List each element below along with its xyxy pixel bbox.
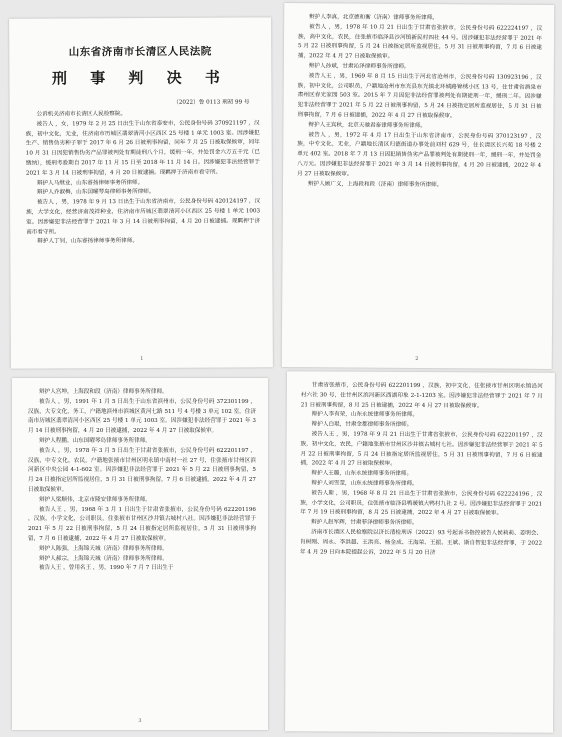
paragraph: 辩护人乔淑梅，山东国曜琴岛律师事务所律师。	[36, 189, 155, 196]
court-name: 山东省济南市长清区人民法院	[68, 45, 212, 59]
paragraph: 被告人王 ，男，1969 年 8 月 15 日出生于河北省沧州市，公民身份号码 130923196 ，汉族，初中文化，公司职员，户籍地沧州市东光县东光镇北环城路锦绣小区 13 号，住甘肃省酒泉市肃州区春光家园 503 室。2015 年 7 月因犯非法经营罪被判处有期徒刑一年，缓刑二年。因涉嫌犯非法经营罪于 2021 年 5 月 22 日被刑事拘留，5 月 24 日被指定居所监视居住，5 月 31 日被刑事拘留，7 月 6 日被逮捕，2022 年 4 月 27 日被取保候审。	[297, 73, 542, 120]
paragraph: 被告人 ，男，1978 年 10 月 21 日出生于甘肃省张掖市，公民身份号码 622224197 ，汉族，高中文化，农民，住张掖市临泽县沙河镇新民村四社 44 号。因涉嫌犯非法经营罪于 2021 年 5 月 22 日被刑事拘留，5 月 24 日被指定居所监视居住，5 月 31 日被刑事拘留，7 月 6 日被逮捕，2022 年 4 月 27 日被取保候审。	[297, 24, 543, 61]
paragraph: 辩护人李有荣，山东永统律师事务所律师。	[311, 411, 419, 419]
paragraph: 被告人斯 ，男，1968 年 8 月 21 日出生于甘肃省张掖市，公民身份号码 622224196 ，汉族，小学文化，公司职员，住张掖市临泽县鸭暖镇大鸭村九社 2 号。因涉嫌犯非法经营罪于 2021 年 7 月 19 日被刑事拘留，8 月 25 日被逮捕，2022 年 4 月 27 日被取保候审。	[300, 490, 543, 517]
paragraph: 辩护人白琨，甘肃金都律师事务所律师。	[311, 421, 413, 429]
paragraph: 辩护人马继业，山东睿扬律师事务所律师。	[36, 179, 144, 187]
paragraph: 被告人王 ，男，1968 年 3 月 1 日出生于甘肃省张掖市，公民身份号码 622201196 ，汉族，小学文化，公司职员，住张掖市甘州区沙井镇古城村八社。因涉嫌犯非法经营罪于 2021 年 5 月 22 日被刑事拘留，5 月 24 日被指定居所监视居住，5 月 31 日被刑事拘留，7 月 6 日被逮捕，2022 年 4 月 27 日被取保候审。	[28, 506, 256, 542]
paragraph: 被告人王 ，男，1978 年 9 月 21 日出生于甘肃省张掖市，公民身份号码 622201197 ，汉族，初中文化，农民，户籍地张掖市甘州区沙井镇古城村七社。因涉嫌犯非法经营罪于 2021 年 5 月 22 日被刑事拘留，5 月 24 日被指定居所监视居住，5 月 31 日被刑事拘留，7 月 6 日被逮捕，2022 年 4 月 27 日被取保候审。	[300, 431, 543, 468]
paragraph: 被告人 ，男，1991 年 1 月 5 日出生于山东省滨州市，公民身份号码 372301199 ，汉族，大专文化，务工，户籍地滨州市滨城区黄河七路 511 号 4 号楼 3 单元 102 室，住济南市历城区翡翠清河小区西区 25 号楼 1 单元 1003 室。因涉嫌犯非法经营罪于 2021 年 3 月 14 日被刑事拘留，4 月 20 日被逮捕，2022 年 4 月 27 日被取保候审。	[28, 398, 256, 435]
paragraph: 辩护人宫坤，上海段和段（济南）律师事务所律师。	[39, 389, 168, 395]
document-title: 刑 事 判 决 书	[51, 68, 229, 88]
page-number: 1	[140, 355, 144, 363]
paragraph: 辩护人郝宗，上海锦天城（济南）律师事务所律师。	[39, 555, 168, 562]
paragraph: 被告人 ，女，1979 年 2 月 25 日出生于山东省泰安市，公民身份号码 370921197 ，汉族，初中文化，无业，住济南市历城区翡翠清河小区西区 25 号楼 1 单元 1003 室。因涉嫌犯生产、销售伪劣种子罪于 2017 年 6 月 26 日被刑事拘留，同年 7 月 25 日被取保候审，同年 10 月 31 日因犯销售伪劣产品罪被判处有期徒刑八个月，缓刑一年，并处罚金六万五千元（已缴纳），缓刑考验期自 2017 年 11 月 15 日至 2018 年 11 月 14 日。因涉嫌犯非法经营罪于 2021 年 3 月 14 日被刑事拘留，4 月 20 日被逮捕。现羁押于济南市看守所。	[25, 120, 260, 177]
paragraph: 被告人 ，男，1978 年 3 月 5 日出生于甘肃省张掖市，公民身份号码 622201197 ，汉族，中专文化，农民，户籍地张掖市甘州区明永镇中南村一社 27 号，住张掖市甘州区滨河新区中央公园 4-1-602 室。因涉嫌犯非法经营罪于 2021 年 5 月 22 日被刑事拘留，5 月 24 日被指定居所监视居住，5 月 31 日被刑事拘留，7 月 6 日被逮捕，2022 年 4 月 27 日被取保候审。	[28, 447, 256, 493]
page-1-body	[10, 109, 273, 248]
judgment-page-4	[285, 371, 555, 732]
paragraph: 辩护人孙斌，甘肃沁泽律师事务所律师。	[308, 63, 410, 70]
page-number: 3	[138, 718, 142, 724]
case-number: （2022）鲁 0113 刑初 99 号	[173, 99, 250, 106]
paragraph: 被告人 ，男，1972 年 4 月 17 日出生于山东省济南市，公民身份号码 370123197 ，汉族，中专文化，无业，户籍地长清区归德街道办事处前刘村 629 号，住长清区长兴苑 18 号楼 2 单元 402 室。2018 年 7 月 13 日因犯销售伪劣产品罪被判处有期徒刑一年，缓刑一年，并处罚金八万元。因涉嫌犯非法经营罪于 2021 年 3 月 14 日被刑事拘留，4 月 20 日被逮捕，2022 年 4 月 27 日被取保候审。	[297, 131, 542, 178]
page-number: 2	[415, 355, 419, 363]
paragraph: 辩护人赵军辉，甘肃菲泽律师事务所律师。	[311, 519, 418, 527]
paragraph: 辩护人顾广义，上海段和段（济南）律师事务所律师。	[307, 180, 443, 188]
page-3-body	[12, 378, 268, 574]
page-2-body	[283, 3, 554, 191]
paragraph: 辩护人王璐，山东永统律师事务所律师。	[311, 470, 413, 478]
judgment-page-1	[9, 17, 273, 368]
paragraph: 辩护人刘雪莹，山东永统律师事务所律师。	[311, 480, 418, 487]
paragraph: 辩护人梁顺伟，北京市隆安律师事务所律师。	[39, 496, 151, 503]
judgment-page-2	[282, 3, 555, 369]
paragraph: 济南市长清区人民检察院以济长清检刑诉（2022）93 号起诉书指控被告人侯莉莉、姜明会、肖树刚、周永、李洪超、王洪亮、杨金成、王海荣、王振、王斌、斯自智犯非法经营罪，于 2022 年 4 月 29 日向本院提起公诉，2022 年 5 月 20 日济	[299, 529, 543, 556]
paragraph: 被告人王 ，曾用名王 ，男，1990 年 7 月 7 日出生于	[39, 565, 174, 572]
paragraph: 辩护人李真，北京德和衡（济南）律师事务所律师。	[309, 14, 438, 22]
paragraph: 辩护人王宾秋，北京天驰君泰律师事务所律师。	[308, 121, 426, 129]
paragraph: 被告人 ，男，1978 年 9 月 13 日出生于山东省济南市，公民身份号码 420124197 ，汉族，大学文化，经营济南茂祥种业，住济南市历城区翡翠清河小区西区 25 号楼 1 单元 1003 室。因涉嫌犯非法经营罪于 2021 年 3 月 14 日被刑事拘留，4 月 20 日被逮捕。现羁押于济南市看守所。	[26, 198, 261, 236]
paragraph: 甘肃省张掖市，公民身份号码 622201199 ，汉族，初中文化，住张掖市甘州区明永镇沿河村六社 30 号，住甘州区滨河新区西湖印象 2-1-1203 室。因涉嫌犯非法经营罪于 2021 年 7 月 21 日被刑事拘留，8 月 25 日被逮捕，2022 年 4 月 27 日被取保候审。	[300, 382, 543, 409]
page-4-body	[286, 371, 555, 559]
paragraph: 辩护人程鹏，山东国曜琴岛律师事务所律师。	[39, 437, 151, 444]
paragraph: 辩护人陈强，上海锦天城（济南）律师事务所律师。	[39, 545, 168, 552]
paragraph: 辩护人丁钊，山东睿扬律师事务所律师。	[37, 238, 138, 245]
paragraph: 公诉机关济南市长清区人民检察院。	[36, 111, 127, 118]
judgment-page-3	[12, 378, 268, 730]
